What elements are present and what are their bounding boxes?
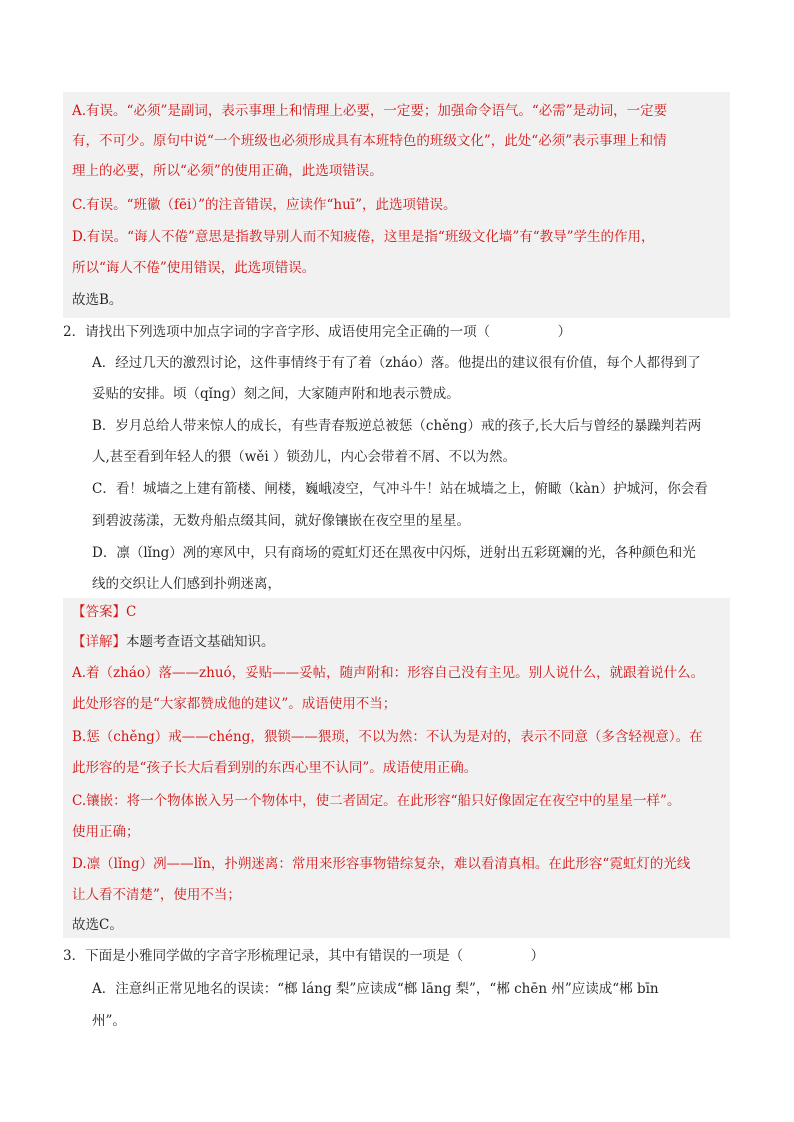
- question-2-conclusion: 故选C。: [72, 917, 123, 933]
- question-3-stem: 3．下面是小雅同学做的字音字形梳理记录，其中有错误的一项是（ ）: [63, 948, 545, 964]
- question-3-option-line: 州”。: [92, 1013, 126, 1029]
- question-2-option-line: A．经过几天的激烈讨论，这件事情终于有了着（zháo）落。他提出的建议很有价值，每个人都得到了: [92, 355, 701, 371]
- question-2-stem: 2．请找出下列选项中加点字词的字音字形、成语使用完全正确的一项（ ）: [63, 324, 572, 340]
- prev-answer-line: 有，不可少。原句中说“一个班级也必须形成具有本班特色的班级文化”，此处“必须”表示事理上和情: [72, 133, 667, 149]
- explanation-line: 使用正确；: [72, 824, 140, 840]
- answer-line: [72, 602, 136, 622]
- explanation-line: 此形容的是“孩子长大后看到别的东西心里不认同”。成语使用正确。: [72, 760, 478, 776]
- question-3-option-line: A．注意纠正常见地名的误读：“榔 láng 梨”应读成“榔 lāng 梨”，“郴 chēn 州”应读成“郴 bīn: [92, 981, 659, 997]
- question-2-option-line: 线的交织让人们感到扑朔迷离，: [92, 576, 281, 592]
- question-2-option-line: B．岁月总给人带来惊人的成长，有些青春叛逆总被惩（chěng）戒的孩子,长大后与曾经的暴躁判若两: [92, 418, 702, 434]
- explanation-line: B.惩（chěng）戒——chéng，猥锁——猥琐，不以为然：不认为是对的，表示不同意（多含轻视意）。在: [72, 729, 703, 745]
- detail-line: [72, 632, 275, 652]
- prev-answer-line: D.有误。“诲人不倦”意思是指教导别人而不知疲倦，这里是指“班级文化墙”有“教导”学生的作用，: [72, 229, 655, 245]
- question-2-option-line: 妥贴的安排。顷（qǐng）刻之间，大家随声附和地表示赞成。: [92, 386, 460, 402]
- explanation-line: A.着（zháo）落——zhuó，妥贴——妥帖，随声附和：形容自己没有主见。别人说什么，就跟着说什么。: [72, 665, 705, 681]
- detail-tag: 【详解】: [72, 634, 126, 650]
- explanation-line: 此处形容的是“大家都赞成他的建议”。成语使用不当；: [72, 696, 397, 712]
- prev-answer-conclusion: 故选B。: [72, 292, 123, 308]
- question-2-option-line: 人,甚至看到年轻人的猥（wěi ）锁劲儿，内心会带着不屑、不以为然。: [92, 449, 516, 465]
- prev-answer-line: 所以“诲人不倦”使用错误，此选项错误。: [72, 260, 316, 276]
- prev-answer-line: A.有误。“必须”是副词，表示事理上和情理上必要，一定要；加强命令语气。“必需”是动词，一定要: [72, 103, 668, 119]
- explanation-line: D.凛（lǐng）冽——lǐn，扑朔迷离：常用来形容事物错综复杂，难以看清真相。在此形容“霓虹灯的光线: [72, 856, 691, 872]
- answer-tag: 【答案】: [72, 604, 126, 620]
- question-2-option-line: D．凛（lǐng）冽的寒风中，只有商场的霓虹灯还在黑夜中闪烁，迸射出五彩斑斓的光，各种颜色和光: [92, 545, 696, 561]
- question-2-option-line: 到碧波荡漾，无数舟船点缀其间，就好像镶嵌在夜空里的星星。: [92, 513, 470, 529]
- detail-text: 本题考查语文基础知识。: [126, 634, 275, 650]
- explanation-line: C.镶嵌：将一个物体嵌入另一个物体中，使二者固定。在此形容“船只好像固定在夜空中的星星一样”。: [72, 793, 681, 809]
- question-2-option-line: C．看！城墙之上建有箭楼、闸楼，巍峨凌空，气冲斗牛！站在城墙之上，俯瞰（kàn）护城河，你会看: [92, 481, 708, 497]
- explanation-line: 让人看不清楚”，使用不当；: [72, 887, 241, 903]
- prev-answer-line: 理上的必要，所以“必须”的使用正确，此选项错误。: [72, 163, 383, 179]
- answer-value: C: [126, 604, 137, 620]
- prev-answer-line: C.有误。“班徽（fēi）”的注音错误，应读作“huī”，此选项错误。: [72, 197, 457, 213]
